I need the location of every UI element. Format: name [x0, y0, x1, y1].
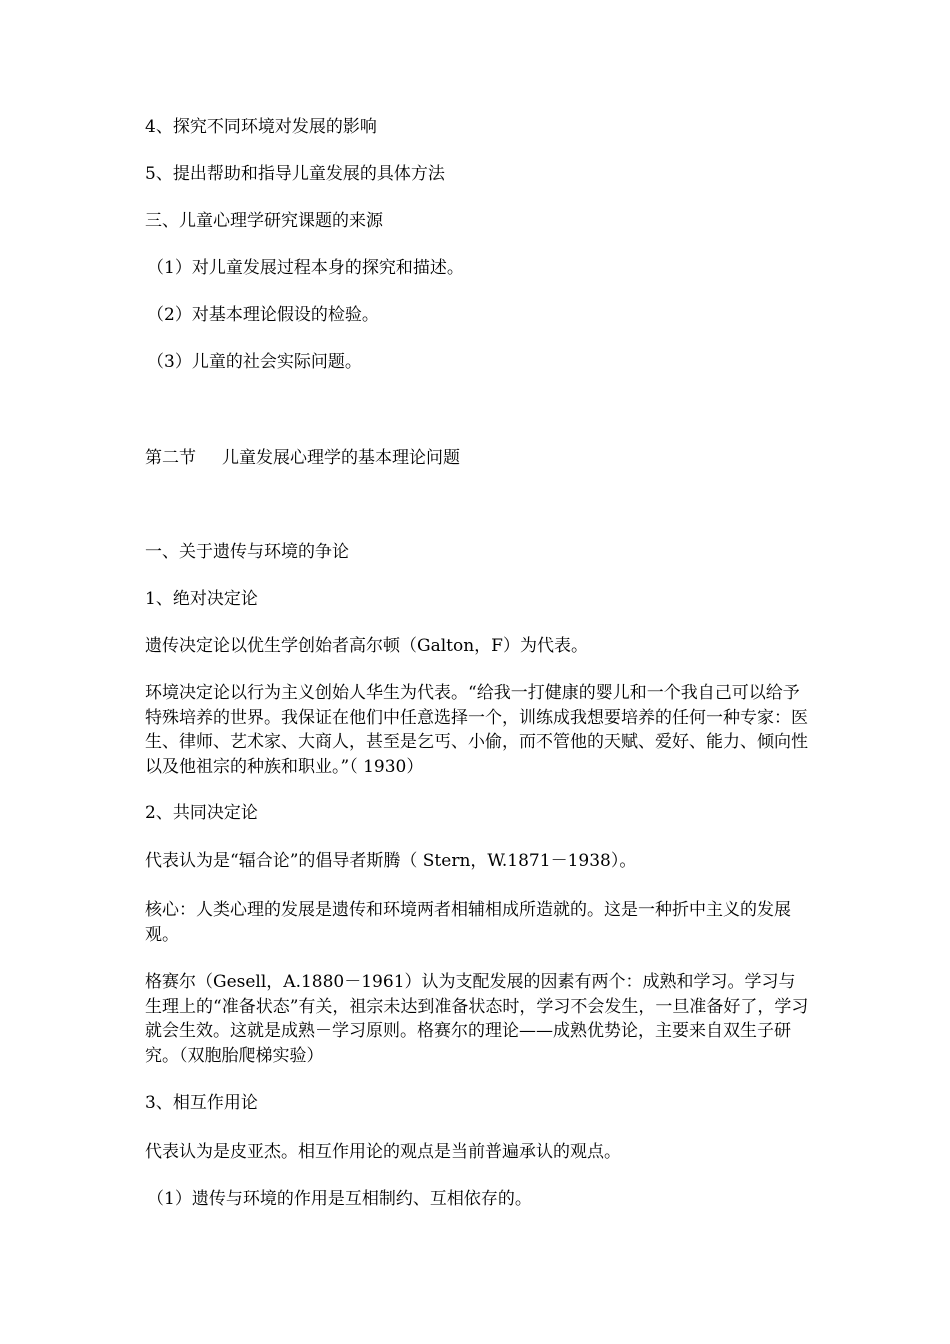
section-title [145, 446, 810, 470]
subheading-absolute-determinism: 1、绝对决定论 [145, 589, 258, 609]
list-item: 5、提出帮助和指导儿童发展的具体方法 [145, 164, 445, 184]
section-heading: 儿童发展心理学的基本理论问题 [222, 448, 460, 468]
list-item: （2）对基本理论假设的检验。 [147, 305, 379, 325]
subheading-co-determinism: 2、共同决定论 [145, 803, 258, 823]
paragraph-piaget: 代表认为是皮亚杰。相互作用论的观点是当前普遍承认的观点。 [145, 1142, 621, 1162]
list-item: 4、探究不同环境对发展的影响 [145, 117, 377, 137]
heading-heredity-environment: 一、关于遗传与环境的争论 [145, 542, 349, 562]
paragraph-galton: 遗传决定论以优生学创始者高尔顿（Galton，F）为代表。 [145, 636, 588, 656]
subheading-interaction: 3、相互作用论 [145, 1093, 258, 1113]
list-item: （1）遗传与环境的作用是互相制约、互相依存的。 [147, 1189, 532, 1209]
list-item: （3）儿童的社会实际问题。 [147, 352, 362, 372]
paragraph-stern: 代表认为是“辐合论”的倡导者斯腾（ Stern，W.1871－1938）。 [145, 851, 637, 871]
paragraph-gesell: 格赛尔（Gesell，A.1880－1961）认为支配发展的因素有两个：成熟和学习。学习与生理上的“准备状态”有关，祖宗未达到准备状态时，学习不会发生，一旦准备好了，学习就会生效。这就是成熟－学习原则。格赛尔的理论——成熟优势论，主要来自双生子研究。（双胞胎爬梯实验） [145, 972, 809, 1066]
heading-research-sources: 三、儿童心理学研究课题的来源 [145, 211, 383, 231]
section-number: 第二节 [145, 448, 196, 468]
list-item: （1）对儿童发展过程本身的探究和描述。 [147, 258, 464, 278]
paragraph-watson: 环境决定论以行为主义创始人华生为代表。“给我一打健康的婴儿和一个我自己可以给予特殊培养的世界。我保证在他们中任意选择一个，训练成我想要培养的任何一种专家：医生、律师、艺术家、大商人，甚至是乞丐、小偷，而不管他的天赋、爱好、能力、倾向性以及他祖宗的种族和职业。”（ 1930） [145, 683, 808, 777]
paragraph-core: 核心：人类心理的发展是遗传和环境两者相辅相成所造就的。这是一种折中主义的发展观。 [145, 900, 791, 945]
